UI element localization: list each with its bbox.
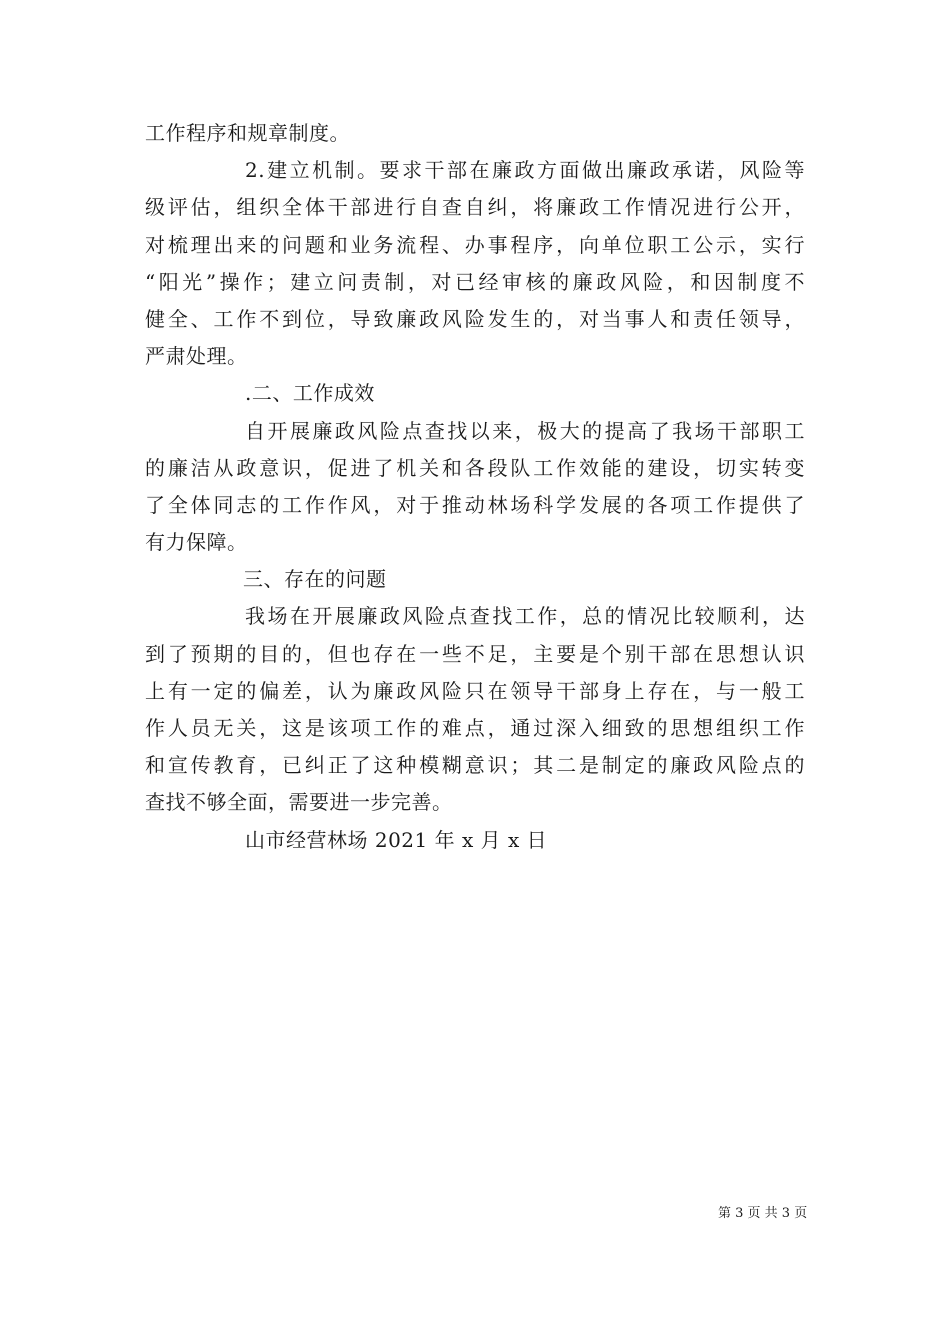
document-body bbox=[145, 115, 805, 859]
paragraph-line: “阳光”操作；建立问责制，对已经审核的廉政风险，和因制度不 bbox=[145, 269, 805, 294]
page-number-footer: 第 3 页 共 3 页 bbox=[718, 1206, 808, 1221]
paragraph-line: 工作程序和规章制度。 bbox=[145, 121, 350, 145]
paragraph-line: 级评估，组织全体干部进行自查自纠，将廉政工作情况进行公开， bbox=[145, 195, 805, 220]
paragraph-line: 的廉洁从政意识，促进了机关和各段队工作效能的建设，切实转变 bbox=[145, 455, 805, 480]
paragraph-line: 和宣传教育，已纠正了这种模糊意识；其二是制定的廉政风险点的 bbox=[145, 753, 805, 778]
paragraph-line: 有力保障。 bbox=[145, 530, 248, 555]
paragraph-line: 到了预期的目的，但也存在一些不足，主要是个别干部在思想认识 bbox=[145, 641, 805, 666]
paragraph-line: 健全、工作不到位，导致廉政风险发生的，对当事人和责任领导， bbox=[145, 306, 805, 331]
paragraph-line: 自开展廉政风险点查找以来，极大的提高了我场干部职工 bbox=[245, 418, 805, 443]
signature-date-line: 山市经营林场 2021 年 x 月 x 日 bbox=[245, 827, 548, 852]
paragraph-line: 对梳理出来的问题和业务流程、办事程序，向单位职工公示，实行 bbox=[145, 232, 805, 257]
paragraph-line: 作人员无关，这是该项工作的难点，通过深入细致的思想组织工作 bbox=[145, 716, 805, 740]
paragraph-line: 上有一定的偏差，认为廉政风险只在领导干部身上存在，与一般工 bbox=[145, 678, 805, 703]
paragraph-line: 2.建立机制。要求干部在廉政方面做出廉政承诺，风险等 bbox=[245, 158, 805, 183]
section-heading: .二、工作成效 bbox=[245, 381, 375, 406]
paragraph-line: 查找不够全面，需要进一步完善。 bbox=[145, 790, 453, 815]
paragraph-line: 我场在开展廉政风险点查找工作，总的情况比较顺利，达 bbox=[245, 604, 805, 629]
paragraph-line: 了全体同志的工作作风，对于推动林场科学发展的各项工作提供了 bbox=[145, 492, 805, 517]
section-heading: 三、存在的问题 bbox=[243, 567, 387, 592]
paragraph-line: 严肃处理。 bbox=[145, 344, 248, 369]
